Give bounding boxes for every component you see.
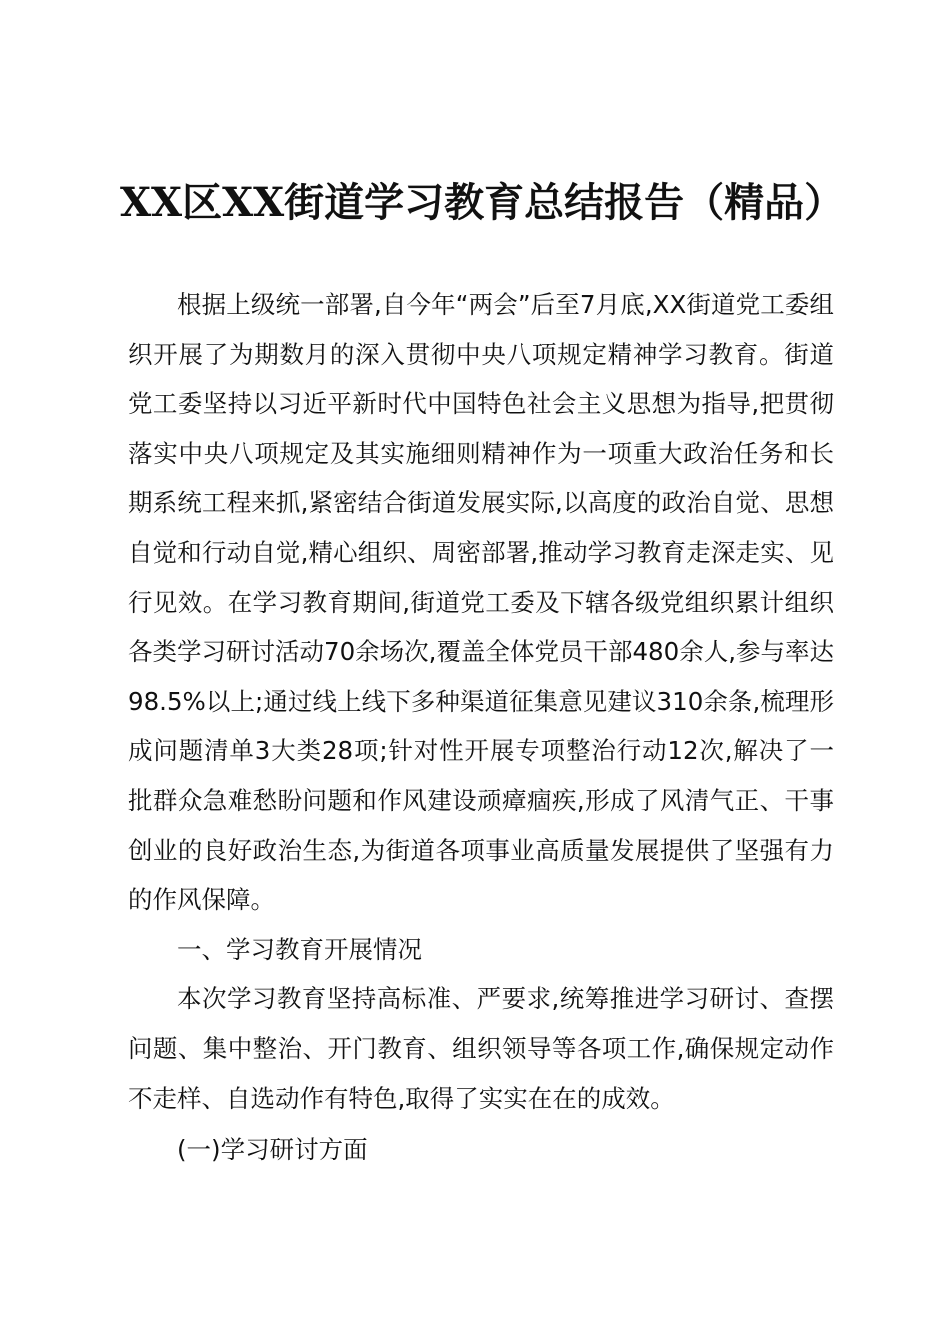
document-body bbox=[128, 280, 834, 1175]
section-1-paragraph: 本次学习教育坚持高标准、严要求,统筹推进学习研讨、查摆问题、集中整治、开门教育、组织领导等各项工作,确保规定动作不走样、自选动作有特色,取得了实实在在的成效。 bbox=[128, 984, 834, 1113]
subsection-heading-1: (一)学习研讨方面 bbox=[177, 1135, 368, 1165]
section-heading-1: 一、学习教育开展情况 bbox=[177, 934, 422, 964]
document-title: XX区XX街道学习教育总结报告（精品） bbox=[120, 179, 845, 226]
intro-paragraph: 根据上级统一部署,自今年“两会”后至7月底,XX街道党工委组织开展了为期数月的深入贯彻中央八项规定精神学习教育。街道党工委坚持以习近平新时代中国特色社会主义思想为指导,把贯彻落实中央八项规定及其实施细则精神作为一项重大政治任务和长期系统工程来抓,紧密结合街道发展实际,以高度的政治自觉、思想自觉和行动自觉,精心组织、周密部署,推动学习教育走深走实、见行见效。在学习教育期间,街道党工委及下辖各级党组织累计组织各类学习研讨活动70余场次,覆盖全体党员干部480余人,参与率达98.5%以上;通过线上线下多种渠道征集意见建议310余条,梳理形成问题清单3大类28项;针对性开展专项整治行动12次,解决了一批群众急难愁盼问题和作风建设顽瘴痼疾,形成了风清气正、干事创业的良好政治生态,为街道各项事业高质量发展提供了坚强有力的作风保障。 bbox=[128, 290, 835, 915]
